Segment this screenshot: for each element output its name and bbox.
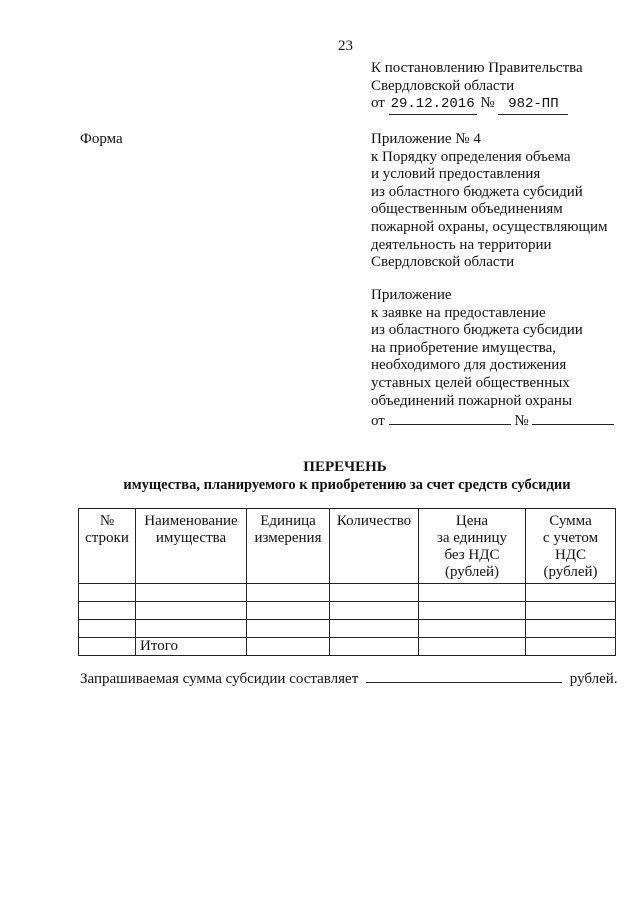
decree-from-label: от [371, 95, 385, 112]
appendix-4-line: к Порядку определения объема [371, 148, 571, 165]
table-total-row [79, 638, 616, 656]
page-number: 23 [338, 38, 353, 54]
application-from-label: от [371, 413, 385, 430]
appendix-4-line: деятельность на территории [371, 236, 552, 253]
application-appendix-title: Приложение [371, 287, 452, 303]
table-row [79, 620, 616, 638]
appendix-4-line: общественным объединениям [371, 201, 563, 218]
header-row-number: № строки [79, 509, 136, 584]
decree-date-row [371, 95, 583, 115]
total-label: Итого [136, 638, 247, 656]
header-sum: Сумма с учетом НДС (рублей) [526, 509, 616, 584]
appendix-4-title: Приложение № 4 [371, 131, 481, 147]
header-quantity: Количество [330, 509, 419, 584]
list-title: ПЕРЕЧЕНЬ [303, 459, 387, 475]
header-price: Цена за единицу без НДС (рублей) [419, 509, 526, 584]
requested-amount-blank [366, 668, 562, 683]
application-number-label: № [514, 413, 529, 430]
decree-block [371, 60, 583, 115]
decree-line-1: К постановлению Правительства [371, 60, 583, 76]
appendix-4-line: и условий предоставления [371, 166, 541, 183]
appendix-4-line: из областного бюджета субсидий [371, 183, 583, 200]
header-property-name: Наименование имущества [136, 509, 247, 584]
requested-amount-text: Запрашиваемая сумма субсидии составляет [80, 671, 359, 687]
table-header-row [79, 509, 616, 584]
application-appendix-block [371, 287, 614, 431]
application-appendix-line: необходимого для достижения [371, 357, 567, 374]
application-date-blank [389, 410, 511, 425]
requested-amount-unit: рублей. [569, 671, 618, 687]
decree-line-2: Свердловской области [371, 77, 515, 94]
header-unit: Единица измерения [247, 509, 330, 584]
decree-number-label: № [480, 95, 495, 112]
form-label: Форма [80, 131, 123, 147]
decree-date: 29.12.2016 [389, 96, 477, 115]
application-number-blank [532, 410, 614, 425]
table-row [79, 584, 616, 602]
table-row [79, 602, 616, 620]
application-appendix-line: из областного бюджета субсидии [371, 322, 583, 339]
decree-number: 982-ПП [498, 96, 568, 115]
appendix-4-line: Свердловской области [371, 254, 515, 271]
application-date-row [371, 410, 614, 431]
application-appendix-line: к заявке на предоставление [371, 304, 546, 321]
appendix-4-block [371, 131, 608, 272]
application-appendix-line: объединений пожарной охраны [371, 392, 573, 409]
list-subtitle: имущества, планируемого к приобретению за счет средств субсидии [123, 477, 571, 493]
appendix-4-line: пожарной охраны, осуществляющим [371, 218, 608, 235]
property-table [78, 508, 616, 656]
application-appendix-line: уставных целей общественных [371, 374, 570, 391]
application-appendix-line: на приобретение имущества, [371, 339, 557, 356]
requested-amount-row [80, 668, 618, 689]
